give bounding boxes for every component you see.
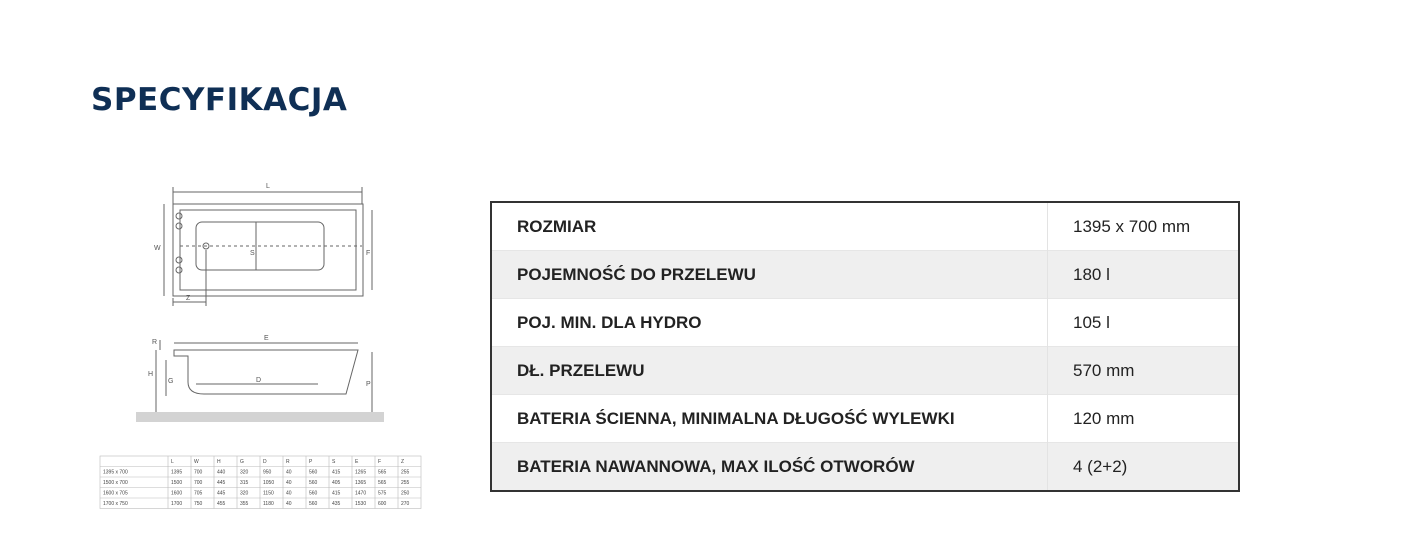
spec-value: 180 l [1048,251,1240,299]
dim-table-cell: 950 [263,469,272,476]
dim-table-cell: 1500 [171,480,183,486]
dim-table-header: G [240,459,244,465]
dim-table-cell: 1700 [171,501,183,507]
spec-row [491,347,1239,395]
dim-label-P: P [366,381,371,388]
dim-table-header: R [286,459,290,465]
dim-label-Z: Z [186,295,191,302]
dim-table-cell: 600 [378,501,387,507]
spec-value: 4 (2+2) [1048,443,1240,492]
dim-label-E: E [264,335,269,342]
dim-table-cell: 1265 [355,469,367,476]
dim-label-D: D [256,377,262,384]
dim-table-cell: 440 [217,469,226,476]
bathtub-technical-drawing [96,180,441,520]
dim-label-L: L [266,183,270,190]
dim-table-cell: 560 [309,480,318,486]
dim-table-header: Z [401,459,405,465]
dim-table-cell: 320 [240,490,249,497]
dim-table-cell: 565 [378,469,387,476]
spec-row [491,299,1239,347]
dim-table-cell: 575 [378,490,387,497]
dim-table-cell: 445 [217,490,226,497]
dim-table-cell: 40 [286,501,292,507]
top-view [164,187,372,306]
dim-table-cell: 1530 [355,501,367,507]
dim-table-cell: 445 [217,480,226,486]
dim-table-cell: 415 [332,490,341,497]
dim-table-cell: 455 [217,501,226,507]
dim-table-cell: 1365 [355,480,367,486]
dim-table-cell: 355 [240,501,249,507]
dim-table-header: P [309,459,313,465]
dim-table-cell: 250 [401,490,410,497]
spec-value: 570 mm [1048,347,1240,395]
dim-table-header: S [332,459,336,465]
dim-table-cell: 1470 [355,490,367,497]
dim-table-cell: 405 [332,480,341,486]
dim-table-cell: 1700 x 750 [103,501,128,507]
specification-table [490,201,1240,492]
dim-label-W: W [154,245,161,252]
spec-value: 105 l [1048,299,1240,347]
spec-row [491,443,1239,492]
dim-table-cell: 700 [194,480,203,486]
spec-row [491,395,1239,443]
dim-table-header: D [263,459,267,465]
dim-table-header: E [355,459,359,465]
dim-label-F: F [366,250,371,257]
spec-row [491,251,1239,299]
dim-table-cell: 255 [401,469,410,476]
dim-label-H: H [148,371,154,378]
spec-label: BATERIA ŚCIENNA, MINIMALNA DŁUGOŚĆ WYLEWKI [491,395,1048,443]
dim-table-cell: 320 [240,469,249,476]
spec-label: BATERIA NAWANNOWA, MAX ILOŚĆ OTWORÓW [491,443,1048,492]
dim-table-cell: 705 [194,490,203,497]
spec-label: POJEMNOŚĆ DO PRZELEWU [491,251,1048,299]
dim-table-cell: 700 [194,469,203,476]
dim-table-cell: 40 [286,490,292,497]
dim-table-cell: 1600 x 705 [103,490,128,497]
section-title: SPECYFIKACJA [91,82,348,118]
floor-line [136,412,384,422]
dim-table-cell: 1150 [263,490,274,497]
spec-label: ROZMIAR [491,202,1048,251]
dim-table-header: L [171,459,174,465]
side-view [156,340,372,412]
spec-label: DŁ. PRZELEWU [491,347,1048,395]
dim-table-cell: 750 [194,501,203,507]
dim-table-header: W [194,459,199,465]
top-view-labels [154,183,370,302]
dim-table-cell: 40 [286,480,292,486]
dim-label-G: G [168,378,174,385]
dim-table-cell: 560 [309,469,318,476]
dim-table-cell: 1180 [263,501,274,507]
dim-table-cell: 40 [286,469,292,476]
dim-table-cell: 1395 [171,469,183,476]
spec-value: 120 mm [1048,395,1240,443]
dim-table-cell: 1500 x 700 [103,480,128,486]
dim-table-cell: 270 [401,501,410,507]
dim-label-R: R [152,339,158,346]
dim-table-header: F [378,459,382,465]
dim-table-cell: 560 [309,501,318,507]
dim-table-cell: 435 [332,501,341,507]
dim-table-cell: 255 [401,480,410,486]
dim-table-cell: 1600 [171,490,183,497]
dim-table-header: H [217,459,221,465]
bathtub-drawing-svg [96,180,441,520]
dim-table-cell: 560 [309,490,318,497]
dim-table-cell: 415 [332,469,341,476]
dim-table-border [100,456,421,509]
spec-label: POJ. MIN. DLA HYDRO [491,299,1048,347]
dim-table-cell: 1050 [263,480,275,486]
dimensions-table [100,456,421,509]
dim-table-cell: 315 [240,480,249,486]
dim-table-cell: 565 [378,480,387,486]
dim-table-cell: 1395 x 700 [103,469,128,476]
spec-row [491,202,1239,251]
spec-value: 1395 x 700 mm [1073,216,1191,236]
dim-label-S: S [250,250,255,257]
